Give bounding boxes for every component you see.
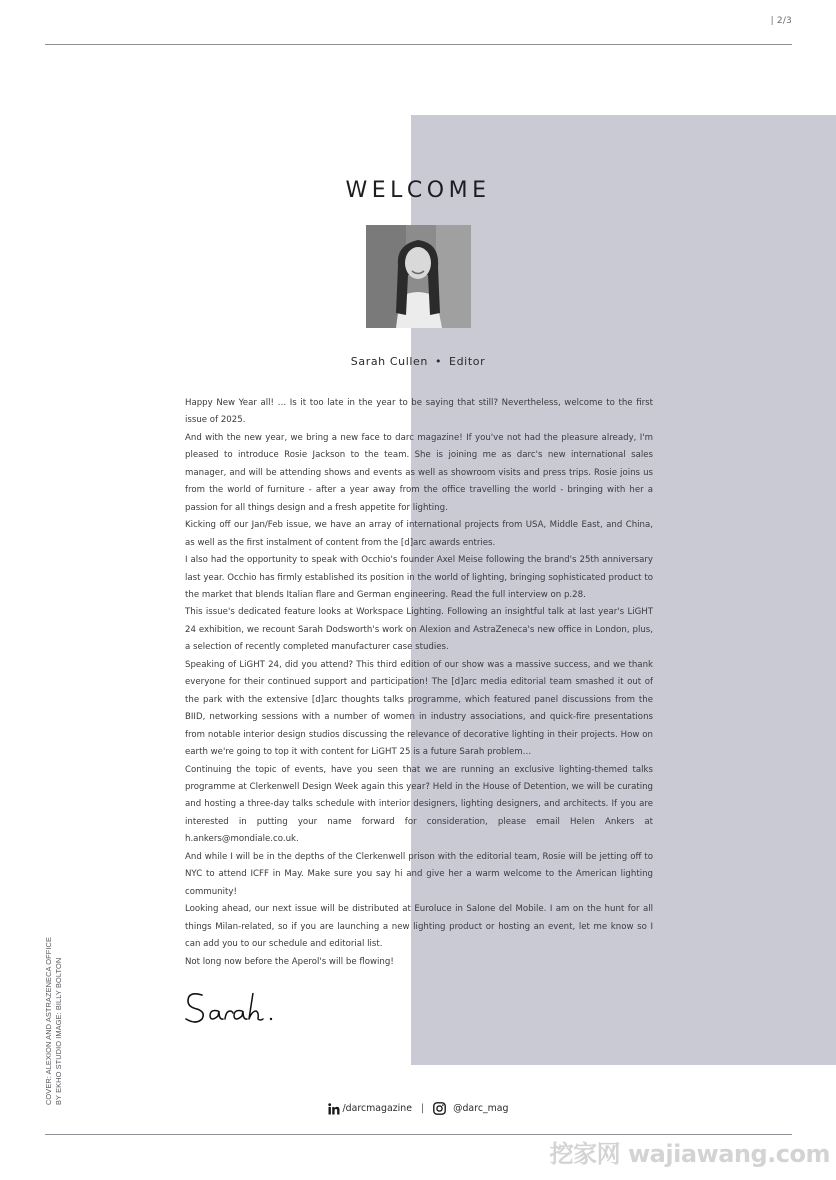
linkedin-icon[interactable] bbox=[328, 1103, 340, 1115]
cover-credit-line: COVER: ALEXION AND ASTRAZENECA OFFICE bbox=[44, 937, 53, 1105]
cover-credit-line: BY EKHO STUDIO IMAGE: BILLY BOLTON bbox=[54, 957, 63, 1105]
page-title: WELCOME bbox=[345, 177, 491, 203]
paragraph: This issue's dedicated feature looks at Workspace Lighting. Following an insightful talk at last year's LiGHT 24 exhibition, we recount Sarah Dodsworth's work on Alexion and AstraZeneca's new office in London, plus, a selection of recently completed manufacturer case studies. bbox=[185, 607, 653, 653]
paragraph: Speaking of LiGHT 24, did you attend? This third edition of our show was a massive success, and we thank everyone for their continued support and participation! The [d]arc media editorial team smashed it out of the park with the extensive [d]arc thoughts talks programme, which featured panel discussions from the BIID, networking sessions with a number of women in industry associations, and quick-fire presentations from notable interior design studios discussing the relevance of decorative lighting in their projects. How on earth we're going to top it with content for LiGHT 25 is a future Sarah problem… bbox=[185, 659, 653, 758]
paragraph: Not long now before the Aperol's will be flowing! bbox=[185, 956, 394, 967]
paragraph: Happy New Year all! … Is it too late in the year to be saying that still? Nevertheless, welcome to the first issue of 2025. bbox=[185, 398, 653, 426]
paragraph: And while I will be in the depths of the Clerkenwell prison with the editorial team, Rosie will be jetting off to NYC to attend ICFF in May. Make sure you say hi and give her a warm welcome to the American lighting community! bbox=[185, 851, 653, 897]
instagram-icon[interactable] bbox=[433, 1102, 446, 1115]
page-indicator: | 2/3 bbox=[770, 16, 792, 26]
instagram-handle[interactable]: @darc_mag bbox=[453, 1103, 509, 1114]
byline-separator: • bbox=[434, 355, 443, 368]
watermark: 挖家网 wajiawang.com bbox=[549, 1140, 830, 1168]
linkedin-handle[interactable]: /darcmagazine bbox=[342, 1103, 412, 1114]
editor-portrait bbox=[366, 225, 471, 328]
cover-credit bbox=[44, 905, 64, 1105]
social-separator: | bbox=[420, 1103, 425, 1114]
paragraph: Continuing the topic of events, have you seen that we are running an exclusive lighting-themed talks programme at Clerkenwell Design Week again this year? Held in the House of Detention, we will be curating and hosting a three-day talks schedule with interior designers, lighting designers, and architects. If you are interested in putting your name forward for consideration, please email Helen Ankers at h.ankers@mondiale.co.uk. bbox=[185, 764, 653, 845]
paragraph: Kicking off our Jan/Feb issue, we have an array of international projects from USA, Middle East, and China, as well as the first instalment of content from the [d]arc awards entries. bbox=[185, 520, 653, 548]
paragraph: And with the new year, we bring a new face to darc magazine! If you've not had the pleasure already, I'm pleased to introduce Rosie Jackson to the team. She is joining me as darc's new international sales manager, and will be attending shows and events as well as showroom visits and press trips. Rosie joins us from the world of furniture - after a year away from the office travelling the world - bringing with her a passion for all things design and a fresh appetite for lighting. bbox=[185, 432, 653, 513]
paragraph: I also had the opportunity to speak with Occhio's founder Axel Meise following the brand's 25th anniversary last year. Occhio has firmly established its position in the world of lighting, bringing sophisticated product to the market that blends Italian flare and German engineering. Read the full interview on p.28. bbox=[185, 555, 653, 600]
author-name: Sarah Cullen bbox=[350, 355, 428, 368]
author-role: Editor bbox=[449, 355, 486, 368]
handwritten-signature bbox=[182, 985, 282, 1030]
social-links bbox=[0, 1102, 836, 1115]
header-rule bbox=[45, 44, 792, 45]
editorial-body bbox=[185, 395, 653, 971]
author-byline bbox=[0, 355, 836, 368]
paragraph: Looking ahead, our next issue will be distributed at Euroluce in Salone del Mobile. I am on the hunt for all things Milan-related, so if you are launching a new lighting product or hosting an event, let me know so I can add you to our schedule and editorial list. bbox=[185, 904, 653, 950]
